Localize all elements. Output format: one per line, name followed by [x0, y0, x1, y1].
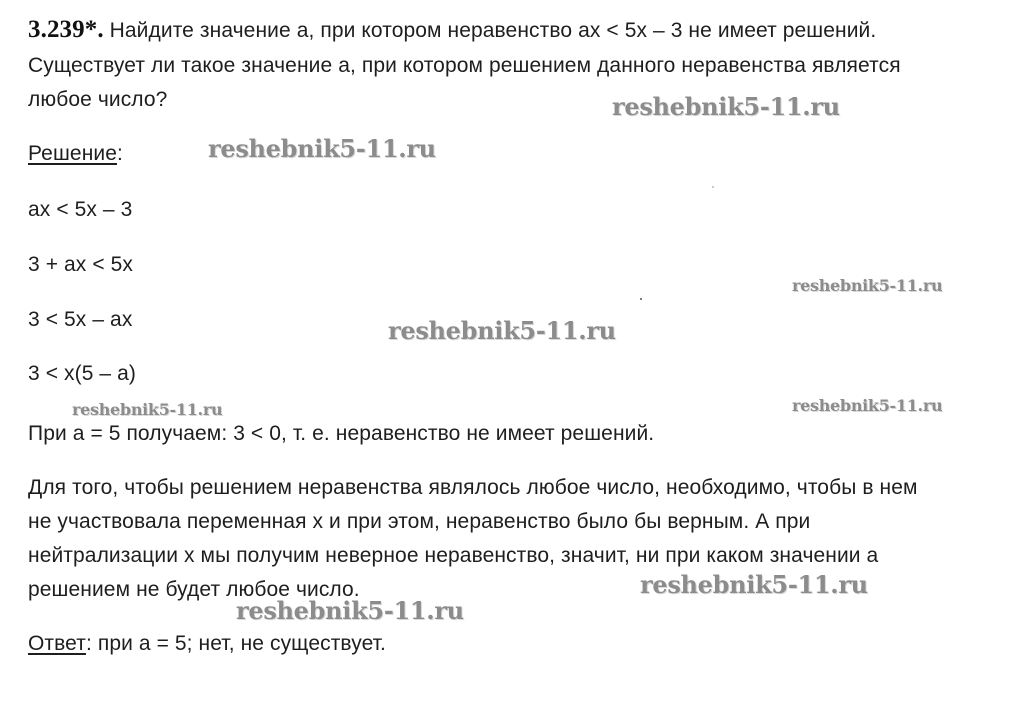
problem-number: 3.239*.	[28, 16, 104, 43]
problem-line-3: любое число?	[28, 88, 168, 111]
problem-line-1	[28, 14, 876, 47]
watermark: reshebnik5-11.ru	[792, 396, 943, 415]
solution-colon: :	[117, 142, 123, 165]
watermark: reshebnik5-11.ru	[792, 276, 943, 295]
paragraph-line-1: Для того, чтобы решением неравенства являлось любое число, необходимо, чтобы в нем	[28, 476, 918, 499]
watermark: reshebnik5-11.ru	[208, 134, 436, 163]
watermark: reshebnik5-11.ru	[236, 596, 464, 625]
answer-line	[28, 628, 386, 660]
solution-label: Решение	[28, 142, 117, 165]
scan-speck	[712, 186, 714, 188]
watermark: reshebnik5-11.ru	[388, 316, 616, 345]
result-text: При а = 5 получаем: 3 < 0, т. е. неравенство не имеет решений.	[28, 422, 655, 445]
problem-line-2: Существует ли такое значение а, при котором решением данного неравенства является	[28, 54, 901, 77]
step-4: 3 < х(5 – а)	[28, 362, 137, 385]
answer-text: : при а = 5; нет, не существует.	[85, 632, 386, 655]
watermark: reshebnik5-11.ru	[640, 570, 868, 599]
answer-label: Ответ	[28, 632, 86, 655]
paragraph-line-2: не участвовала переменная х и при этом, неравенство было бы верным. А при	[28, 510, 811, 533]
paragraph-line-3: нейтрализации х мы получим неверное неравенство, значит, ни при каком значении а	[28, 544, 879, 567]
solution-heading	[28, 138, 123, 170]
step-1: ах < 5х – 3	[28, 198, 133, 221]
step-3: 3 < 5х – ах	[28, 308, 133, 331]
watermark: reshebnik5-11.ru	[612, 92, 840, 121]
problem-text-1: Найдите значение а, при котором неравенство ах < 5х – 3 не имеет решений.	[109, 19, 877, 42]
watermark: reshebnik5-11.ru	[72, 400, 223, 419]
paragraph-line-4: решением не будет любое число.	[28, 578, 360, 601]
scan-speck	[640, 298, 642, 300]
step-2: 3 + ах < 5х	[28, 253, 134, 276]
